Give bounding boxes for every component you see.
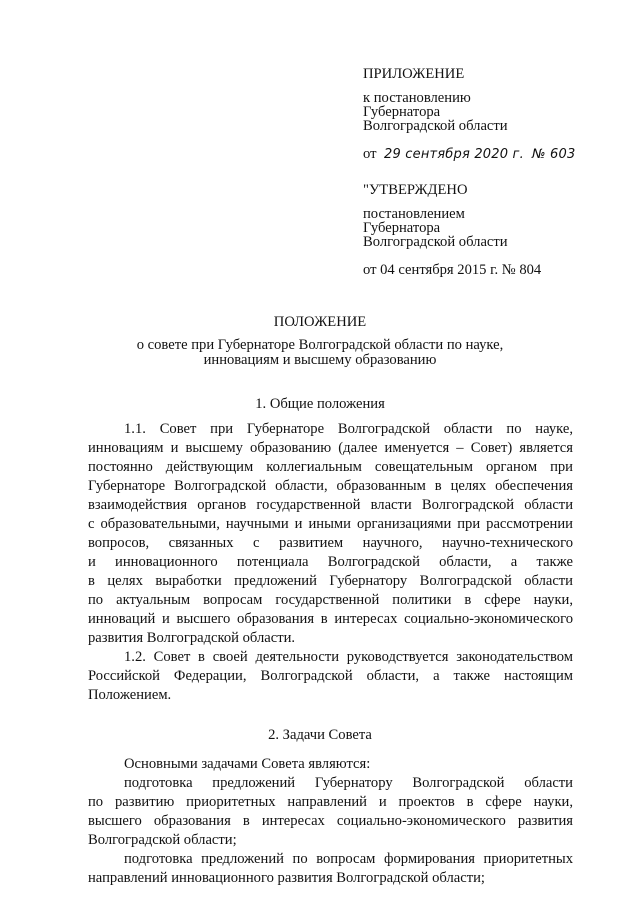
appendix-line: Волгоградской области: [363, 118, 508, 134]
approved-title: "УТВЕРЖДЕНО: [363, 182, 468, 198]
paragraph-line: 1.1. Совет при Губернаторе Волгоградской области по науке,: [124, 421, 573, 437]
paragraph-line: Губернаторе Волгоградской области, образованным в целях обеспечения: [88, 478, 573, 494]
appendix-line: Губернатора: [363, 104, 441, 120]
paragraph-line: инновациям и высшему образованию (далее именуется – Совет) является: [88, 440, 573, 456]
document-subtitle-line: инновациям и высшему образованию: [203, 352, 437, 368]
appendix-line: к постановлению: [363, 90, 471, 106]
ot-label: от: [363, 146, 377, 162]
approved-line: Волгоградской области: [363, 234, 508, 250]
appendix-title: ПРИЛОЖЕНИЕ: [363, 66, 465, 82]
list-item-line: подготовка предложений по вопросам формирования приоритетных: [124, 851, 573, 867]
list-item-line: по развитию приоритетных направлений и проектов в сфере науки,: [88, 794, 573, 810]
list-item-line: Волгоградской области;: [88, 832, 237, 848]
list-item-line: подготовка предложений Губернатору Волгоградской области: [124, 775, 573, 791]
list-item-line: высшего образования в интересах социально-экономического развития: [88, 813, 573, 829]
paragraph-line: постоянно действующим коллегиальным совещательным органом при: [88, 459, 573, 475]
document-title: ПОЛОЖЕНИЕ: [273, 314, 367, 330]
paragraph-line: и инновационного потенциала Волгоградской области, а также: [88, 554, 573, 570]
document-subtitle-line: о совете при Губернаторе Волгоградской области по науке,: [136, 337, 504, 353]
approved-date-line: от 04 сентября 2015 г. № 804: [363, 262, 542, 278]
paragraph-line: в целях выработки предложений Губернатору Волгоградской области: [88, 573, 573, 589]
list-item-line: направлений инновационного развития Волгоградской области;: [88, 870, 485, 886]
paragraph-line: взаимодействия органов государственной власти Волгоградской области: [88, 497, 573, 513]
approved-line: Губернатора: [363, 220, 441, 236]
paragraph-line: по актуальным вопросам государственной политики в сфере науки,: [88, 592, 573, 608]
section-heading: 2. Задачи Совета: [268, 727, 372, 743]
approved-line: постановлением: [363, 206, 465, 222]
paragraph-line: инноваций и высшего образования в интересах социально-экономического: [88, 611, 573, 627]
paragraph-line: с образовательными, научными и иными организациями при рассмотрении: [88, 516, 573, 532]
paragraph-line: Российской Федерации, Волгоградской области, а также настоящим: [88, 668, 573, 684]
paragraph-line: 1.2. Совет в своей деятельности руководствуется законодательством: [124, 649, 573, 665]
paragraph-line: вопросов, связанных с развитием научного, научно-технического: [88, 535, 573, 551]
paragraph-line: Основными задачами Совета являются:: [124, 756, 371, 772]
section-heading: 1. Общие положения: [255, 396, 385, 412]
ot-number: № 603: [532, 147, 576, 162]
ot-date: 29 сентября 2020 г.: [384, 147, 524, 162]
paragraph-line: развития Волгоградской области.: [88, 630, 296, 646]
paragraph-line: Положением.: [88, 687, 172, 703]
